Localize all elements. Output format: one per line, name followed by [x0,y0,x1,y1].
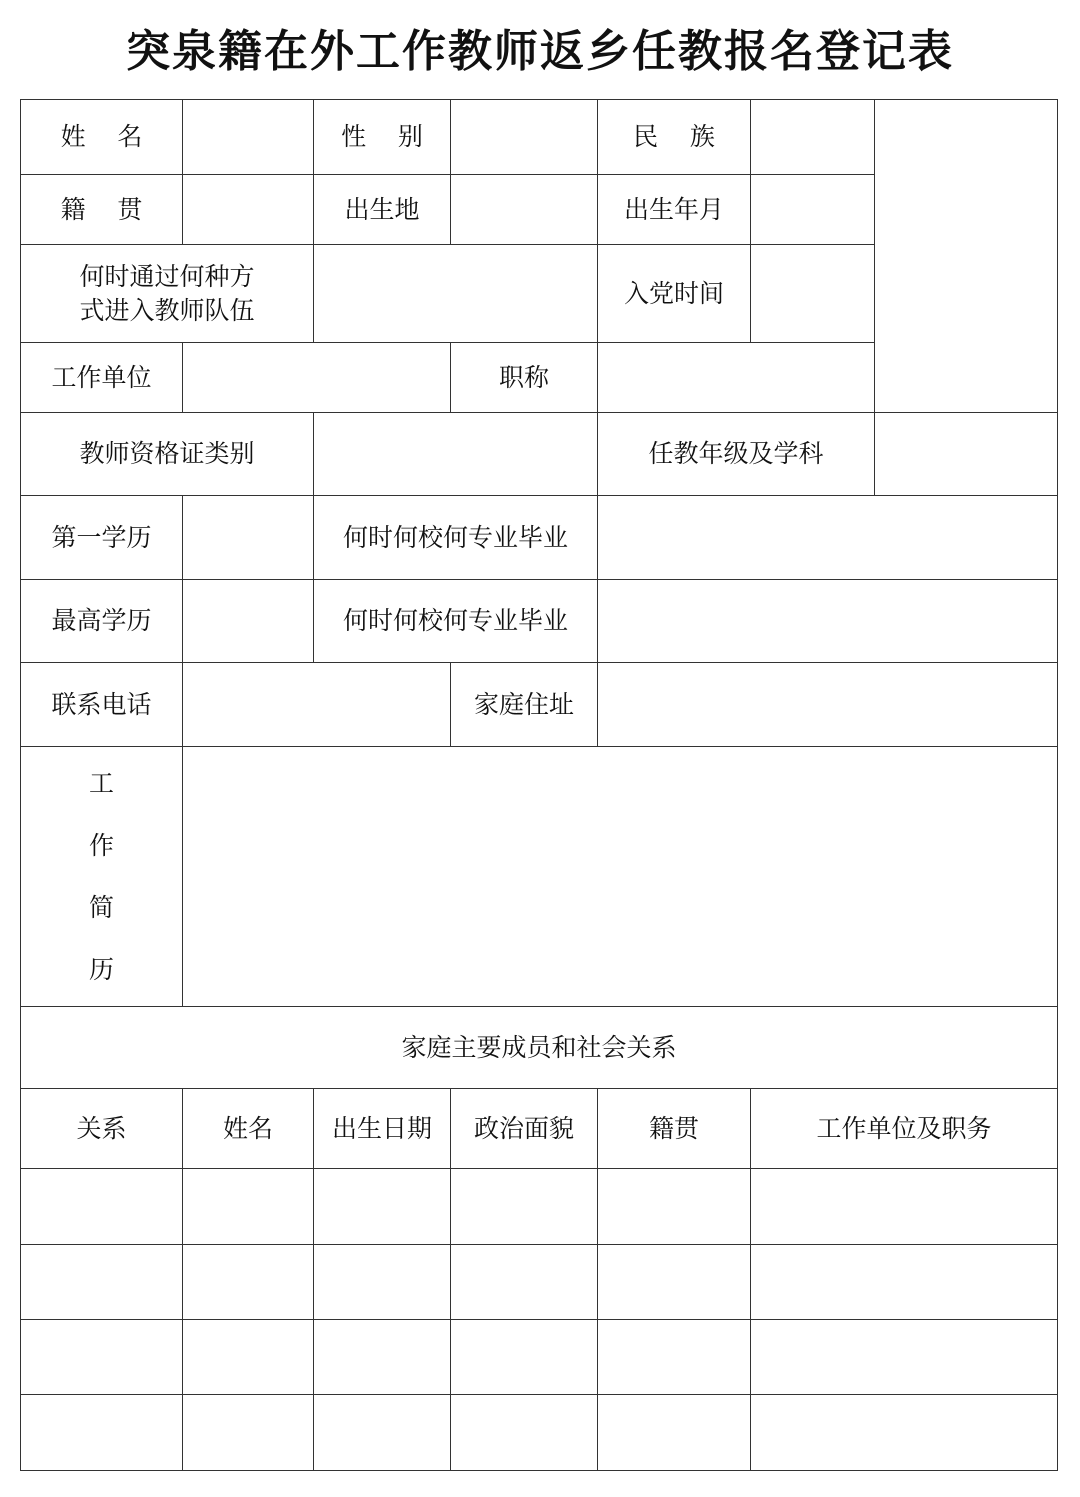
first-degree-label: 第一学历 [21,496,183,580]
family-birth-date-cell[interactable] [314,1395,451,1471]
family-workplace-cell[interactable] [751,1320,1058,1395]
family-birth-date-cell[interactable] [314,1320,451,1395]
page-title: 突泉籍在外工作教师返乡任教报名登记表 [126,26,954,77]
resume-field[interactable] [183,747,1058,1007]
family-header-native-place: 籍贯 [598,1089,751,1169]
entry-method-label: 何时通过何种方式进入教师队伍 [21,245,314,343]
gender-label: 性 别 [314,100,451,175]
certificate-field[interactable] [314,413,598,496]
family-birth-date-cell[interactable] [314,1169,451,1245]
family-relation-cell[interactable] [21,1169,183,1245]
first-degree-field[interactable] [183,496,314,580]
family-section-title: 家庭主要成员和社会关系 [21,1007,1058,1089]
party-join-label: 入党时间 [598,245,751,343]
family-name-cell[interactable] [183,1395,314,1471]
phone-label: 联系电话 [21,663,183,747]
teaching-grade-field[interactable] [875,413,1058,496]
family-relation-cell[interactable] [21,1395,183,1471]
address-label: 家庭住址 [451,663,598,747]
resume-char: 历 [88,954,114,984]
certificate-label: 教师资格证类别 [21,413,314,496]
title-rank-label: 职称 [451,343,598,413]
name-field[interactable] [183,100,314,175]
photo-box[interactable] [875,100,1058,413]
birth-date-label: 出生年月 [598,175,751,245]
highest-grad-label: 何时何校何专业毕业 [314,580,598,663]
family-political-status-cell[interactable] [451,1169,598,1245]
family-name-cell[interactable] [183,1245,314,1320]
family-header-relation: 关系 [21,1089,183,1169]
family-political-status-cell[interactable] [451,1245,598,1320]
gender-field[interactable] [451,100,598,175]
resume-char: 作 [88,830,114,860]
family-native-place-cell[interactable] [598,1320,751,1395]
family-header-birth-date: 出生日期 [314,1089,451,1169]
resume-char: 工 [88,768,114,798]
family-workplace-cell[interactable] [751,1395,1058,1471]
highest-grad-field[interactable] [598,580,1058,663]
teaching-grade-label: 任教年级及学科 [598,413,875,496]
table-row [21,1395,1058,1471]
family-relation-cell[interactable] [21,1320,183,1395]
family-header-workplace-position: 工作单位及职务 [751,1089,1058,1169]
family-header-name: 姓名 [183,1089,314,1169]
workplace-label: 工作单位 [21,343,183,413]
table-row [21,1320,1058,1395]
family-workplace-cell[interactable] [751,1245,1058,1320]
family-workplace-cell[interactable] [751,1169,1058,1245]
family-political-status-cell[interactable] [451,1395,598,1471]
native-place-field[interactable] [183,175,314,245]
birth-date-field[interactable] [751,175,875,245]
family-name-cell[interactable] [183,1320,314,1395]
family-native-place-cell[interactable] [598,1245,751,1320]
ethnicity-field[interactable] [751,100,875,175]
workplace-field[interactable] [183,343,451,413]
resume-char: 简 [88,892,114,922]
address-field[interactable] [598,663,1058,747]
birthplace-label: 出生地 [314,175,451,245]
highest-degree-field[interactable] [183,580,314,663]
registration-form-table [20,99,1058,1471]
first-grad-field[interactable] [598,496,1058,580]
family-native-place-cell[interactable] [598,1395,751,1471]
entry-method-field[interactable] [314,245,598,343]
family-name-cell[interactable] [183,1169,314,1245]
family-birth-date-cell[interactable] [314,1245,451,1320]
table-row [21,1245,1058,1320]
name-label: 姓 名 [21,100,183,175]
first-grad-label: 何时何校何专业毕业 [314,496,598,580]
table-row [21,1169,1058,1245]
phone-field[interactable] [183,663,451,747]
family-relation-cell[interactable] [21,1245,183,1320]
family-header-political-status: 政治面貌 [451,1089,598,1169]
resume-label [21,747,183,1007]
highest-degree-label: 最高学历 [21,580,183,663]
ethnicity-label: 民 族 [598,100,751,175]
family-political-status-cell[interactable] [451,1320,598,1395]
family-native-place-cell[interactable] [598,1169,751,1245]
title-rank-field[interactable] [598,343,875,413]
party-join-field[interactable] [751,245,875,343]
birthplace-field[interactable] [451,175,598,245]
native-place-label: 籍 贯 [21,175,183,245]
